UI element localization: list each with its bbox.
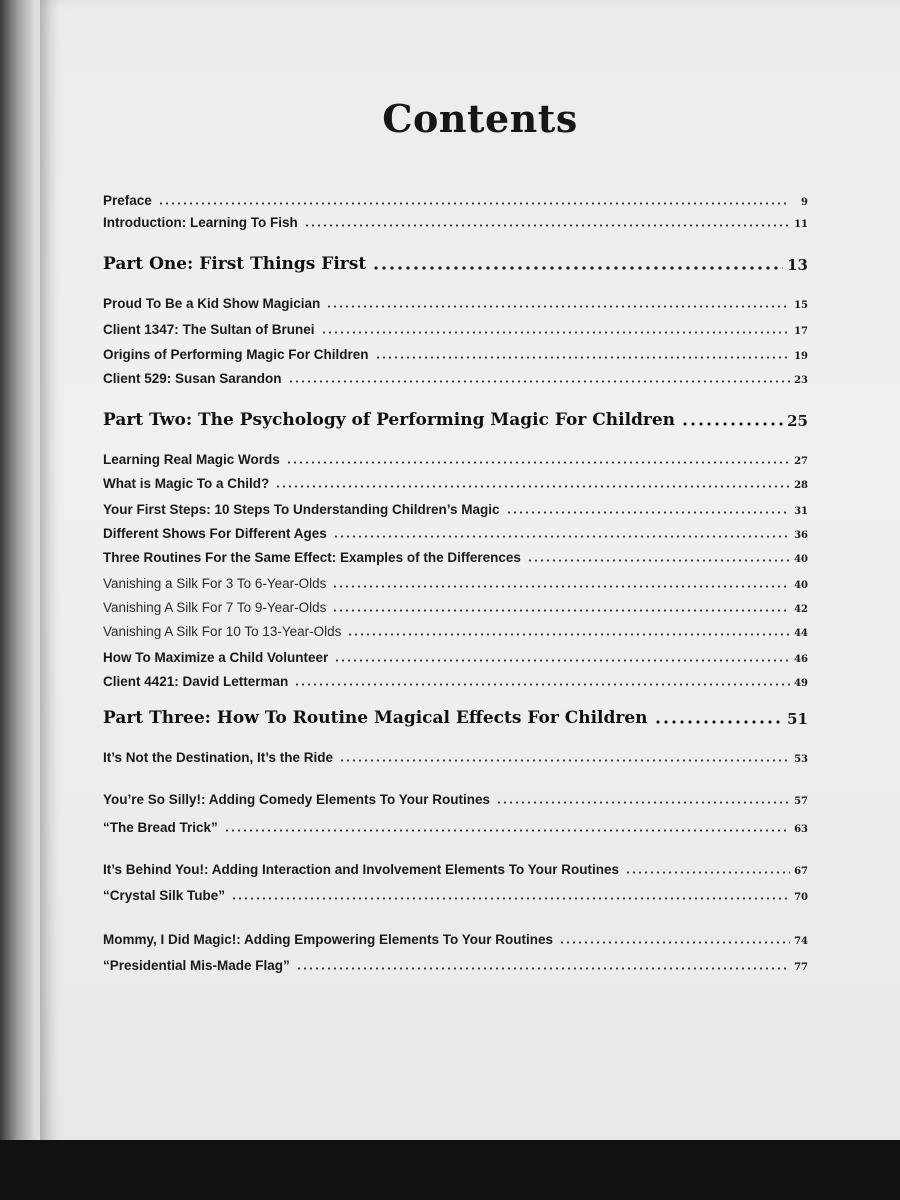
toc-entry-title: “Presidential Mis-Made Flag” — [103, 958, 290, 973]
toc-page-number: 53 — [794, 754, 808, 765]
page-title: Contents — [382, 96, 578, 141]
dot-leader — [654, 720, 784, 724]
toc-entry — [103, 792, 808, 807]
toc-entry — [103, 820, 808, 835]
toc-part-heading — [103, 254, 808, 274]
toc-entry-title: Proud To Be a Kid Show Magician — [103, 296, 321, 311]
book-page — [40, 0, 900, 1145]
toc-entry — [103, 576, 808, 591]
toc-page-number: 63 — [794, 824, 808, 835]
dot-leader — [339, 759, 790, 762]
toc-entry-title: Introduction: Learning To Fish — [103, 215, 298, 230]
toc-entry-title: Client 4421: David Letterman — [103, 674, 289, 689]
dot-leader — [375, 356, 790, 359]
dot-leader — [294, 683, 790, 686]
toc-entry — [103, 550, 808, 565]
dot-leader — [333, 535, 790, 538]
toc-entry — [103, 502, 808, 517]
toc-entry-title: You’re So Silly!: Adding Comedy Elements To Your Routines — [103, 792, 491, 807]
toc-page-number: 31 — [794, 506, 808, 517]
toc-page-number: 11 — [794, 219, 808, 230]
toc-page-number: 40 — [794, 580, 808, 591]
toc-entry — [103, 624, 808, 639]
dot-leader — [496, 801, 790, 804]
toc-entry-title: Origins of Performing Magic For Children — [103, 347, 369, 362]
dot-leader — [231, 897, 790, 900]
toc-entry-title: Client 1347: The Sultan of Brunei — [103, 322, 315, 337]
toc-entry-title: Part One: First Things First — [103, 254, 367, 274]
toc-entry-title: Learning Real Magic Words — [103, 452, 280, 467]
toc-entry-title: What is Magic To a Child? — [103, 476, 270, 491]
toc-page-number: 9 — [801, 197, 808, 208]
toc-entry-title: It’s Not the Destination, It’s the Ride — [103, 750, 334, 765]
toc-entry — [103, 371, 808, 386]
toc-entry — [103, 322, 808, 337]
toc-entry-title: “Crystal Silk Tube” — [103, 888, 226, 903]
toc-page-number: 27 — [794, 456, 808, 467]
toc-page-number: 13 — [787, 256, 808, 274]
dot-leader — [372, 266, 783, 270]
dot-leader — [332, 609, 790, 612]
toc-entry-title: Vanishing A Silk For 7 To 9-Year-Olds — [103, 600, 327, 615]
dot-leader — [288, 380, 790, 383]
toc-page-number: 57 — [794, 796, 808, 807]
toc-page-number: 67 — [794, 866, 808, 877]
toc-page-number: 17 — [794, 326, 808, 337]
toc-entry — [103, 674, 808, 689]
toc-page-number: 19 — [794, 351, 808, 362]
toc-entry-title: Mommy, I Did Magic!: Adding Empowering Elements To Your Routines — [103, 932, 554, 947]
dot-leader — [559, 941, 790, 944]
toc-entry — [103, 526, 808, 541]
toc-part-heading — [103, 708, 808, 728]
dot-leader — [286, 461, 790, 464]
toc-page-number: 74 — [794, 936, 808, 947]
toc-entry — [103, 888, 808, 903]
toc-page-number: 51 — [787, 710, 808, 728]
dot-leader — [332, 585, 790, 588]
toc-page-number: 36 — [794, 530, 808, 541]
toc-entry-title: Vanishing A Silk For 10 To 13-Year-Olds — [103, 624, 342, 639]
dot-leader — [527, 559, 790, 562]
toc-entry — [103, 600, 808, 615]
toc-entry-title: Preface — [103, 193, 152, 208]
toc-page-number: 77 — [794, 962, 808, 973]
toc-page-number: 25 — [787, 412, 808, 430]
toc-entry-title: It’s Behind You!: Adding Interaction and Involvement Elements To Your Routines — [103, 862, 620, 877]
dot-leader — [304, 224, 790, 227]
toc-entry — [103, 296, 808, 311]
toc-entry-title: “The Bread Trick” — [103, 820, 218, 835]
toc-page-number: 46 — [794, 654, 808, 665]
toc-entry-title: Part Three: How To Routine Magical Effects For Children — [103, 708, 648, 728]
toc-page-number: 40 — [794, 554, 808, 565]
toc-page-number: 23 — [794, 375, 808, 386]
toc-entry-title: Three Routines For the Same Effect: Examples of the Differences — [103, 550, 521, 565]
toc-entry — [103, 932, 808, 947]
toc-entry-title: Vanishing a Silk For 3 To 6-Year-Olds — [103, 576, 327, 591]
toc-page-number: 49 — [794, 678, 808, 689]
toc-page-number: 15 — [794, 300, 808, 311]
toc-entry — [103, 650, 808, 665]
toc-entry-title: Part Two: The Psychology of Performing Magic For Children — [103, 410, 676, 430]
dot-leader — [296, 967, 790, 970]
toc-page-number: 70 — [794, 892, 808, 903]
dot-leader — [326, 305, 790, 308]
toc-entry — [103, 476, 808, 491]
dot-leader — [321, 331, 790, 334]
dot-leader — [334, 659, 790, 662]
toc-entry-title: Client 529: Susan Sarandon — [103, 371, 282, 386]
dot-leader — [158, 202, 790, 205]
toc-page-number: 28 — [794, 480, 808, 491]
dot-leader — [347, 633, 790, 636]
toc-entry-title: Different Shows For Different Ages — [103, 526, 327, 541]
dot-leader — [681, 422, 783, 426]
toc-entry-title: Your First Steps: 10 Steps To Understanding Children’s Magic — [103, 502, 500, 517]
toc-entry — [103, 958, 808, 973]
toc-entry-title: How To Maximize a Child Volunteer — [103, 650, 329, 665]
dot-leader — [275, 485, 790, 488]
toc-entry — [103, 215, 808, 230]
toc-entry — [103, 347, 808, 362]
toc-page-number: 42 — [794, 604, 808, 615]
toc-entry — [103, 452, 808, 467]
dot-leader — [625, 871, 790, 874]
dot-leader — [506, 511, 790, 514]
background-surface — [0, 1140, 900, 1200]
toc-entry — [103, 750, 808, 765]
dot-leader — [224, 829, 790, 832]
toc-part-heading — [103, 410, 808, 430]
toc-page-number: 44 — [794, 628, 808, 639]
toc-entry — [103, 862, 808, 877]
toc-entry — [103, 193, 808, 208]
